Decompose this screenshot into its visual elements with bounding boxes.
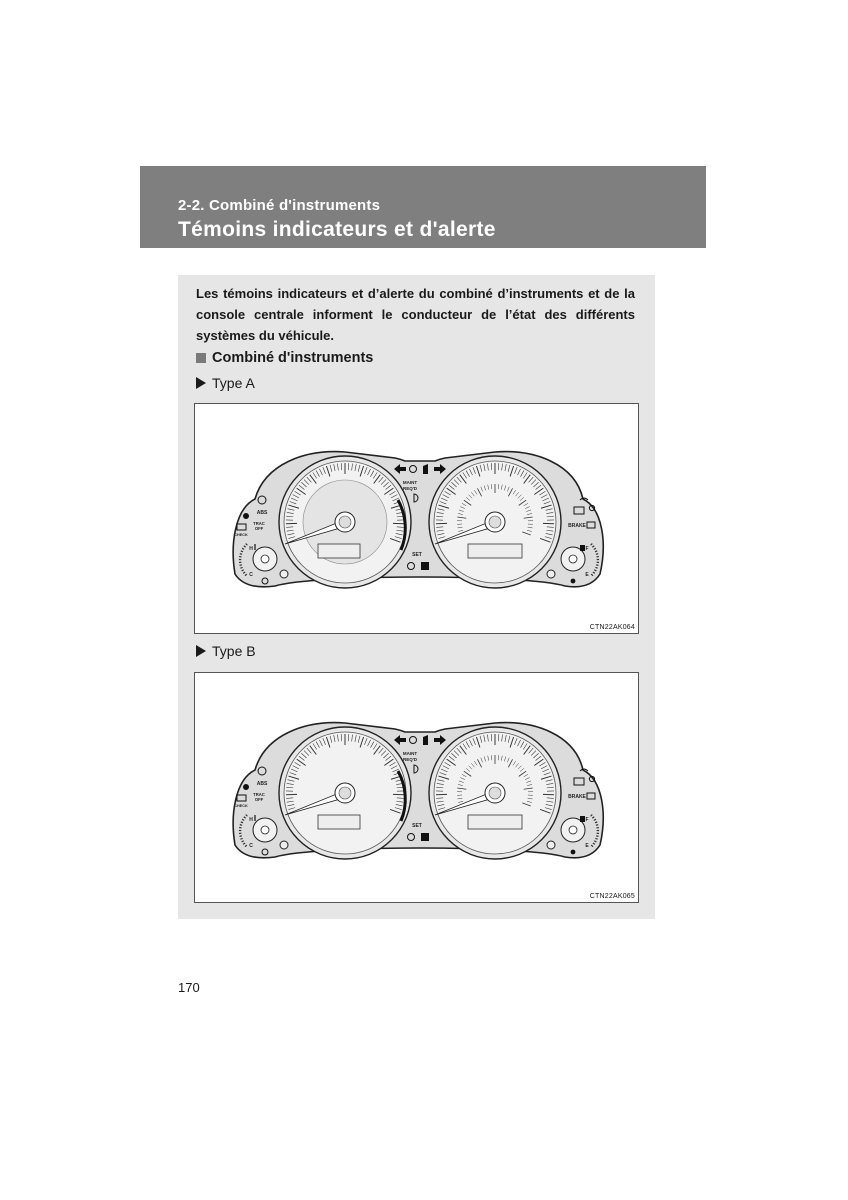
intro-paragraph: Les témoins indicateurs et d’alerte du combiné d’instruments et de la console centrale informent le conducteur de l’état des différents systèmes du véhicule. xyxy=(196,286,635,343)
speedometer-hub-cap xyxy=(489,516,501,528)
check-label: CHECK xyxy=(234,533,248,537)
trip-display xyxy=(468,815,522,829)
trip-knob xyxy=(547,841,555,849)
trip-knob xyxy=(547,570,555,578)
maint-label: MAINT xyxy=(402,751,418,756)
type-a-label xyxy=(196,375,255,391)
figure-code: CTN22AK064 xyxy=(589,624,635,631)
tachometer-hub-cap xyxy=(339,787,351,799)
section-label: 2-2. Combiné d'instruments xyxy=(178,197,381,214)
figure-type-a xyxy=(194,403,639,634)
fuel-e-label: E xyxy=(585,572,589,578)
speedometer-hub-cap xyxy=(489,787,501,799)
content-panel xyxy=(178,275,655,919)
fuel-f-label: F xyxy=(585,546,589,552)
temp-c-label: C xyxy=(249,572,253,578)
cruise-set-label: SET xyxy=(412,552,422,558)
temp-c-label: C xyxy=(249,843,253,849)
cluster-group xyxy=(233,452,603,588)
chapter-header xyxy=(140,166,706,248)
instrument-cluster-illustration xyxy=(195,673,638,902)
square-bullet-icon xyxy=(196,353,206,363)
tachometer-hub-cap xyxy=(339,516,351,528)
triangle-bullet-icon xyxy=(196,377,206,389)
cluster-group xyxy=(233,723,603,859)
trip-display xyxy=(468,544,522,558)
airbag-icon xyxy=(243,784,249,790)
type-b-label xyxy=(196,643,256,659)
type-b-text: Type B xyxy=(212,643,256,659)
page-title: Témoins indicateurs et d'alerte xyxy=(178,218,496,241)
security-icon xyxy=(421,562,429,570)
fuel-door-indicator-icon xyxy=(571,850,576,855)
subsection-title: Combiné d'instruments xyxy=(212,350,374,366)
fuel-e-label: E xyxy=(585,843,589,849)
brake-label: BRAKE xyxy=(568,794,586,800)
brake-label: BRAKE xyxy=(568,523,586,529)
fuel-door-indicator-icon xyxy=(571,579,576,584)
page-number: 170 xyxy=(178,980,200,995)
abs-label: ABS xyxy=(256,510,268,516)
fuel-pump-icon xyxy=(580,816,585,822)
fuel-pump-icon xyxy=(580,545,585,551)
instrument-cluster-illustration xyxy=(195,404,638,633)
maint-label: MAINT xyxy=(402,480,418,485)
figure-type-b xyxy=(194,672,639,903)
fuel-gauge-hub xyxy=(569,826,577,834)
figure-code: CTN22AK065 xyxy=(589,893,635,900)
trac-label: TRAC xyxy=(253,521,265,526)
odometer-display xyxy=(318,544,360,558)
triangle-bullet-icon xyxy=(196,645,206,657)
odometer-display xyxy=(318,815,360,829)
fuel-f-label: F xyxy=(585,817,589,823)
dimmer-knob xyxy=(280,570,288,578)
airbag-icon xyxy=(243,513,249,519)
check-label: CHECK xyxy=(234,804,248,808)
security-icon xyxy=(421,833,429,841)
off-label: OFF xyxy=(254,526,264,531)
temp-h-label: H xyxy=(249,817,253,823)
trac-label: TRAC xyxy=(253,792,265,797)
temperature-gauge-hub xyxy=(261,555,269,563)
reqd-label: REQ'D xyxy=(402,486,418,491)
reqd-label: REQ'D xyxy=(402,757,418,762)
temperature-gauge-hub xyxy=(261,826,269,834)
cruise-set-label: SET xyxy=(412,823,422,829)
type-a-text: Type A xyxy=(212,375,255,391)
temp-h-label: H xyxy=(249,546,253,552)
abs-label: ABS xyxy=(256,781,268,787)
dimmer-knob xyxy=(280,841,288,849)
subsection-heading xyxy=(196,350,373,366)
off-label: OFF xyxy=(254,797,264,802)
fuel-gauge-hub xyxy=(569,555,577,563)
